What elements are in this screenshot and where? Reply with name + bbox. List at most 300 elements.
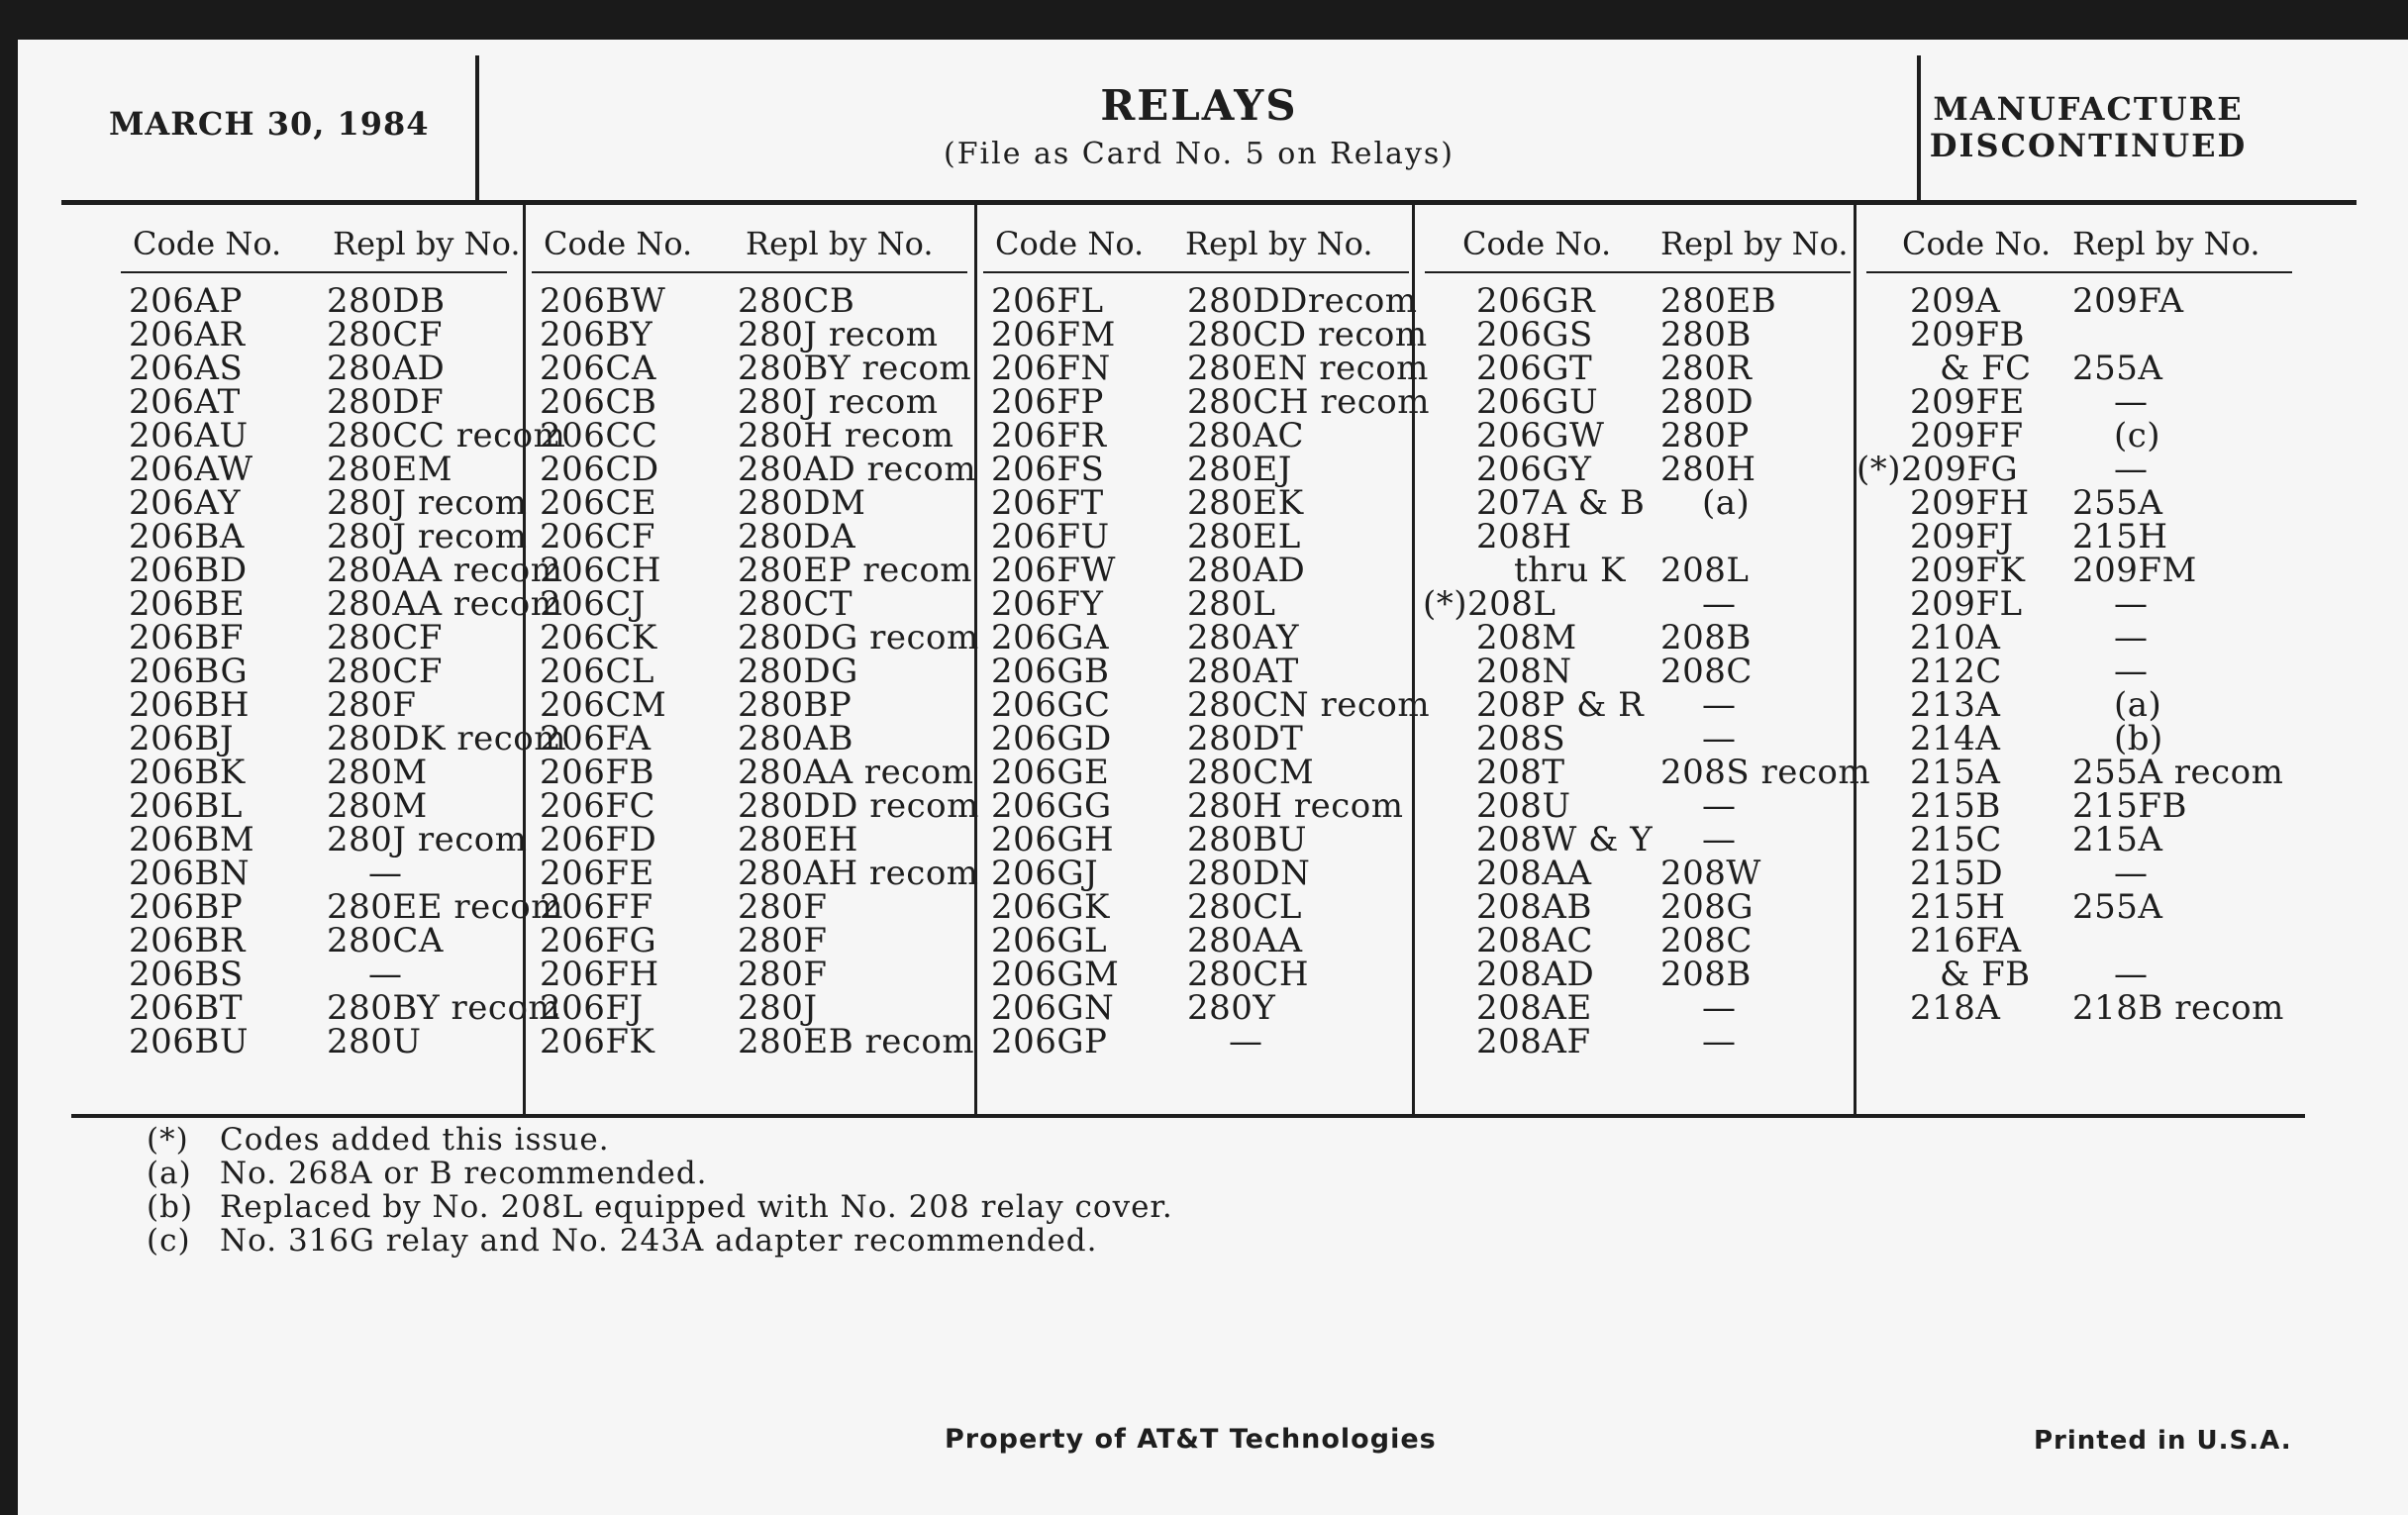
code-cell: 206CA — [540, 349, 656, 388]
table-row — [1856, 450, 2308, 489]
repl-cell: 280AA recom — [738, 753, 974, 792]
repl-cell: 280F — [738, 887, 828, 927]
repl-cell: 280BY recom — [738, 349, 972, 388]
code-cell: 206GH — [991, 820, 1115, 859]
table-row — [1415, 753, 1871, 792]
repl-cell: 280EB — [1660, 281, 1777, 321]
table-row — [977, 551, 1415, 590]
code-cell: 206AY — [129, 483, 242, 523]
table-row — [71, 887, 563, 927]
status-label — [1927, 91, 2250, 164]
code-cell: 206AP — [129, 281, 243, 321]
repl-cell: 208L — [1660, 551, 1750, 590]
code-cell: 206BD — [129, 551, 248, 590]
code-cell: 206GN — [991, 988, 1115, 1028]
code-cell: 206FB — [540, 753, 654, 792]
repl-cell: 280EJ — [1187, 450, 1292, 489]
table-column-5 — [1854, 205, 2308, 1116]
repl-cell: 280DD recom — [738, 786, 979, 826]
code-cell: 208AB — [1476, 887, 1592, 927]
table-row — [526, 854, 979, 893]
code-cell: 206BR — [129, 921, 246, 960]
table-row — [526, 584, 977, 624]
code-cell: 206FP — [991, 382, 1104, 422]
code-cell: 206FH — [540, 955, 659, 994]
table-row — [977, 517, 1415, 556]
repl-cell: 280CD recom — [1187, 315, 1428, 354]
code-cell: 206FN — [991, 349, 1111, 388]
code-cell: 206BU — [129, 1022, 250, 1061]
repl-cell: 280CC recom — [327, 416, 566, 455]
table-row — [1856, 416, 2308, 455]
code-cell: 206FW — [991, 551, 1116, 590]
repl-cell: 280EP recom — [738, 551, 973, 590]
code-cell: 209FL — [1910, 584, 2023, 624]
code-cell: 206BT — [129, 988, 244, 1028]
table-row — [977, 685, 1431, 725]
table-row — [71, 988, 561, 1028]
repl-cell: — — [2114, 450, 2149, 489]
code-cell: & FC — [1940, 349, 2032, 388]
repl-cell: 280H recom — [1187, 786, 1404, 826]
table-row — [1415, 921, 1856, 960]
code-cell: 206CD — [540, 450, 659, 489]
column-header-rule — [1425, 271, 1851, 273]
repl-cell: 280AT — [1187, 652, 1299, 691]
table-row — [526, 887, 977, 927]
table-row — [977, 618, 1415, 657]
code-cell: 215B — [1910, 786, 2001, 826]
repl-cell: 280AD — [1187, 551, 1306, 590]
code-cell: 206GE — [991, 753, 1110, 792]
code-cell: 206GS — [1476, 315, 1593, 354]
code-cell: 208AF — [1476, 1022, 1591, 1061]
code-cell: 216FA — [1910, 921, 2022, 960]
table-rows — [71, 281, 566, 1061]
repl-cell: 280EB recom — [738, 1022, 975, 1061]
code-cell: 206BM — [129, 820, 255, 859]
repl-cell: 280P — [1660, 416, 1750, 455]
table-row — [977, 349, 1429, 388]
code-header: Code No. — [133, 225, 282, 262]
repl-cell: 280H recom — [738, 416, 954, 455]
repl-cell: 280BP — [738, 685, 853, 725]
repl-header: Repl by No. — [1185, 225, 1373, 262]
repl-cell: 280J — [738, 988, 818, 1028]
code-cell: 206FF — [540, 887, 653, 927]
repl-cell: 280DB — [327, 281, 446, 321]
table-row — [526, 281, 977, 321]
table-row — [977, 652, 1415, 691]
code-cell: (*)208L — [1423, 584, 1556, 624]
table-row — [1415, 719, 1856, 758]
repl-cell: 255A recom — [2072, 753, 2284, 792]
column-header-rule — [983, 271, 1409, 273]
repl-cell: 280DG recom — [738, 618, 979, 657]
table-row — [977, 1022, 1415, 1061]
code-cell: 206CH — [540, 551, 662, 590]
table-row — [71, 382, 523, 422]
footnote-text: No. 268A or B recommended. — [220, 1156, 708, 1191]
repl-cell: 280AB — [738, 719, 853, 758]
repl-cell: 280F — [738, 955, 828, 994]
code-cell: 206FL — [991, 281, 1104, 321]
code-cell: 208AE — [1476, 988, 1592, 1028]
relay-card — [18, 40, 2408, 1515]
code-cell: 208M — [1476, 618, 1577, 657]
repl-cell: 280CT — [738, 584, 853, 624]
repl-cell: 280DF — [327, 382, 445, 422]
code-cell: 209FJ — [1910, 517, 2014, 556]
table-row — [71, 753, 523, 792]
footnote-text: Replaced by No. 208L equipped with No. 208 relay cover. — [220, 1189, 1173, 1225]
table-row — [1856, 281, 2308, 321]
status-line-1: MANUFACTURE — [1933, 90, 2244, 128]
repl-header: Repl by No. — [746, 225, 934, 262]
code-cell: 210A — [1910, 618, 2001, 657]
table-row — [71, 1022, 523, 1061]
code-cell: 208U — [1476, 786, 1571, 826]
repl-cell: — — [1702, 1022, 1737, 1061]
table-row — [526, 1022, 977, 1061]
code-cell: 206FD — [540, 820, 657, 859]
table-row — [1415, 315, 1856, 354]
header-divider-right — [1917, 55, 1921, 200]
code-cell: 215C — [1910, 820, 2002, 859]
code-cell: 206GR — [1476, 281, 1596, 321]
table-rows — [977, 281, 1431, 1061]
repl-cell: 255A — [2072, 887, 2163, 927]
table-bottom-rule — [71, 1114, 2305, 1118]
repl-cell: — — [2114, 652, 2149, 691]
table-row — [1856, 551, 2308, 590]
code-cell: 206BF — [129, 618, 244, 657]
repl-cell: — — [368, 955, 403, 994]
repl-cell: 280AY — [1187, 618, 1300, 657]
code-cell: 206AS — [129, 349, 244, 388]
table-row — [1415, 618, 1856, 657]
code-cell: 206FG — [540, 921, 657, 960]
table-column-4 — [1412, 205, 1871, 1116]
code-cell: 209A — [1910, 281, 2001, 321]
status-line-2: DISCONTINUED — [1929, 127, 2248, 164]
table-row — [1415, 854, 1856, 893]
page-title: RELAYS — [1100, 81, 1298, 130]
repl-cell: 215A — [2072, 820, 2163, 859]
code-cell: 206CE — [540, 483, 657, 523]
table-row — [1415, 988, 1856, 1028]
repl-cell: 208C — [1660, 652, 1753, 691]
code-cell: 206FJ — [540, 988, 644, 1028]
code-cell: 206GU — [1476, 382, 1599, 422]
table-row — [977, 820, 1415, 859]
code-cell: 206GP — [991, 1022, 1108, 1061]
code-cell: 214A — [1910, 719, 2001, 758]
repl-cell: 255A — [2072, 483, 2163, 523]
code-cell: 206FR — [991, 416, 1107, 455]
code-cell: & FB — [1940, 955, 2031, 994]
code-cell: 212C — [1910, 652, 2002, 691]
repl-cell: 280L — [1187, 584, 1276, 624]
repl-cell: 280AD — [327, 349, 446, 388]
code-header: Code No. — [1902, 225, 2052, 262]
code-cell: 206FY — [991, 584, 1104, 624]
code-cell: 206AT — [129, 382, 241, 422]
code-cell: 206BY — [540, 315, 653, 354]
code-cell: 213A — [1910, 685, 2001, 725]
code-cell: 206GC — [991, 685, 1111, 725]
repl-cell: 208B — [1660, 618, 1752, 657]
table-row — [1415, 652, 1856, 691]
table-row — [977, 450, 1415, 489]
table-row — [526, 820, 977, 859]
repl-cell: 280CN recom — [1187, 685, 1431, 725]
table-row — [526, 517, 977, 556]
repl-cell: 209FM — [2072, 551, 2197, 590]
relay-table — [71, 205, 2305, 1116]
table-row — [977, 854, 1415, 893]
table-row — [71, 921, 523, 960]
code-cell: 209FE — [1910, 382, 2025, 422]
table-row — [1415, 584, 1856, 624]
repl-cell: 215H — [2072, 517, 2168, 556]
repl-cell: — — [1229, 1022, 1263, 1061]
repl-cell: 280M — [327, 786, 428, 826]
code-cell: 215H — [1910, 887, 2006, 927]
table-row — [526, 955, 977, 994]
table-row — [1856, 719, 2308, 758]
table-row — [71, 517, 528, 556]
code-cell: 206BS — [129, 955, 244, 994]
repl-cell: 280EN recom — [1187, 349, 1429, 388]
repl-cell: 280DDrecom — [1187, 281, 1418, 321]
code-cell: 206BJ — [129, 719, 235, 758]
table-rows — [1415, 281, 1871, 1061]
code-cell: 209FB — [1910, 315, 2025, 354]
table-column-2 — [523, 205, 977, 1116]
table-row — [526, 618, 979, 657]
repl-cell: — — [2114, 854, 2149, 893]
table-row — [71, 685, 523, 725]
table-row — [1856, 584, 2308, 624]
table-row — [1856, 988, 2308, 1028]
table-row — [977, 955, 1415, 994]
repl-cell: 280CF — [327, 618, 444, 657]
repl-cell: 280U — [327, 1022, 422, 1061]
repl-cell: 280D — [1660, 382, 1755, 422]
code-cell: 206BL — [129, 786, 243, 826]
table-row — [71, 315, 523, 354]
table-row — [1856, 753, 2308, 792]
code-cell: 208P & R — [1476, 685, 1645, 725]
repl-cell: 280J recom — [327, 820, 528, 859]
repl-cell: 209FA — [2072, 281, 2184, 321]
repl-cell: 280AA recom — [327, 584, 563, 624]
code-cell: 206FT — [991, 483, 1104, 523]
table-row — [526, 921, 977, 960]
table-row — [71, 450, 523, 489]
table-row — [1856, 483, 2308, 523]
table-row — [977, 281, 1418, 321]
repl-cell: — — [2114, 618, 2149, 657]
repl-cell: 280AA — [1187, 921, 1303, 960]
code-cell: 206FS — [991, 450, 1105, 489]
repl-cell: 280H — [1660, 450, 1756, 489]
table-row — [71, 281, 523, 321]
code-cell: 208AA — [1476, 854, 1592, 893]
repl-cell: 280J recom — [738, 315, 939, 354]
code-cell: 208AC — [1476, 921, 1593, 960]
table-column-3 — [974, 205, 1431, 1116]
table-row — [1415, 820, 1856, 859]
footnote-mark: (b) — [147, 1189, 194, 1225]
code-cell: 206GJ — [991, 854, 1099, 893]
table-row — [71, 854, 523, 893]
code-cell: 215D — [1910, 854, 2004, 893]
repl-cell: — — [368, 854, 403, 893]
footnote-mark: (c) — [147, 1223, 191, 1259]
table-row — [526, 450, 977, 489]
repl-cell: (a) — [1702, 483, 1751, 523]
repl-cell: — — [1702, 685, 1737, 725]
code-cell: 208N — [1476, 652, 1572, 691]
code-cell: 206BE — [129, 584, 246, 624]
code-cell: 208H — [1476, 517, 1572, 556]
code-cell: 206BG — [129, 652, 249, 691]
table-row — [977, 416, 1415, 455]
repl-cell: 280CM — [1187, 753, 1315, 792]
repl-cell: 280R — [1660, 349, 1753, 388]
table-row — [71, 584, 563, 624]
table-row — [1415, 382, 1856, 422]
table-row — [526, 483, 977, 523]
repl-cell: — — [2114, 382, 2149, 422]
code-cell: 218A — [1910, 988, 2001, 1028]
repl-header: Repl by No. — [1660, 225, 1849, 262]
repl-cell: 255A — [2072, 349, 2163, 388]
repl-cell: 280EK — [1187, 483, 1304, 523]
repl-cell: 280CH — [1187, 955, 1310, 994]
table-row — [1856, 517, 2308, 556]
repl-cell: 280EE recom — [327, 887, 563, 927]
code-cell: 206CL — [540, 652, 654, 691]
code-cell: 206FC — [540, 786, 656, 826]
code-cell: 206CC — [540, 416, 658, 455]
column-header — [977, 225, 1415, 268]
code-cell: 206FU — [991, 517, 1110, 556]
repl-cell: 280F — [738, 921, 828, 960]
table-row — [977, 315, 1428, 354]
footnote-text: No. 316G relay and No. 243A adapter recommended. — [220, 1223, 1098, 1259]
repl-cell: 280EM — [327, 450, 453, 489]
code-cell: 206BW — [540, 281, 666, 321]
code-cell: 206CM — [540, 685, 667, 725]
page-subtitle: (File as Card No. 5 on Relays) — [943, 137, 1455, 171]
column-header — [526, 225, 977, 268]
column-header-rule — [532, 271, 967, 273]
column-header — [1415, 225, 1856, 268]
repl-cell: 215FB — [2072, 786, 2187, 826]
code-cell: 206BP — [129, 887, 244, 927]
repl-header: Repl by No. — [2072, 225, 2260, 262]
code-cell: 206GG — [991, 786, 1112, 826]
code-cell: 206BN — [129, 854, 251, 893]
table-row — [1415, 416, 1856, 455]
table-row — [526, 719, 977, 758]
table-row — [977, 887, 1415, 927]
code-cell: 206CK — [540, 618, 657, 657]
repl-cell: 280CH recom — [1187, 382, 1430, 422]
table-row — [71, 349, 523, 388]
code-header: Code No. — [544, 225, 693, 262]
table-row — [71, 786, 523, 826]
repl-cell: 280EL — [1187, 517, 1301, 556]
property-notice: Property of AT&T Technologies — [945, 1424, 1437, 1455]
repl-cell: 280DA — [738, 517, 856, 556]
repl-cell: (a) — [2114, 685, 2162, 725]
table-row — [526, 753, 977, 792]
table-row — [977, 719, 1415, 758]
code-cell: (*)209FG — [1856, 450, 2019, 489]
repl-cell: 280J recom — [738, 382, 939, 422]
code-cell: 208W & Y — [1476, 820, 1654, 859]
repl-cell: 280J recom — [327, 483, 528, 523]
table-row — [71, 483, 528, 523]
code-cell: 206CF — [540, 517, 656, 556]
repl-cell: 280AH recom — [738, 854, 979, 893]
code-cell: 206FA — [540, 719, 652, 758]
table-row — [526, 315, 977, 354]
table-row — [71, 955, 523, 994]
footnote-mark: (*) — [147, 1122, 189, 1158]
table-row — [977, 786, 1415, 826]
code-cell: 206AR — [129, 315, 246, 354]
table-row — [1415, 786, 1856, 826]
table-row — [1415, 483, 1856, 523]
column-header-rule — [1866, 271, 2292, 273]
table-row — [977, 753, 1415, 792]
repl-cell: 280M — [327, 753, 428, 792]
repl-header: Repl by No. — [333, 225, 521, 262]
table-row — [1415, 517, 1856, 556]
repl-cell: 280BU — [1187, 820, 1308, 859]
table-row — [1415, 349, 1856, 388]
repl-cell: 280BY recom — [327, 988, 561, 1028]
code-cell: thru K — [1514, 551, 1626, 590]
table-row — [71, 719, 566, 758]
code-cell: 206FM — [991, 315, 1116, 354]
repl-cell: 280CA — [327, 921, 444, 960]
repl-cell: 280DM — [738, 483, 866, 523]
code-cell: 209FK — [1910, 551, 2026, 590]
table-row — [1856, 618, 2308, 657]
repl-cell: 280DN — [1187, 854, 1311, 893]
table-row — [526, 551, 977, 590]
repl-cell: 208C — [1660, 921, 1753, 960]
table-row — [1415, 551, 1856, 590]
table-row — [1415, 955, 1856, 994]
table-row — [1856, 382, 2308, 422]
repl-cell: 208B — [1660, 955, 1752, 994]
repl-cell: 208W — [1660, 854, 1761, 893]
code-cell: 209FF — [1910, 416, 2024, 455]
code-cell: 206BA — [129, 517, 245, 556]
table-row — [1856, 921, 2308, 960]
repl-cell: 280CB — [738, 281, 855, 321]
table-row — [71, 551, 563, 590]
code-cell: 208AD — [1476, 955, 1595, 994]
table-row — [1856, 315, 2308, 354]
